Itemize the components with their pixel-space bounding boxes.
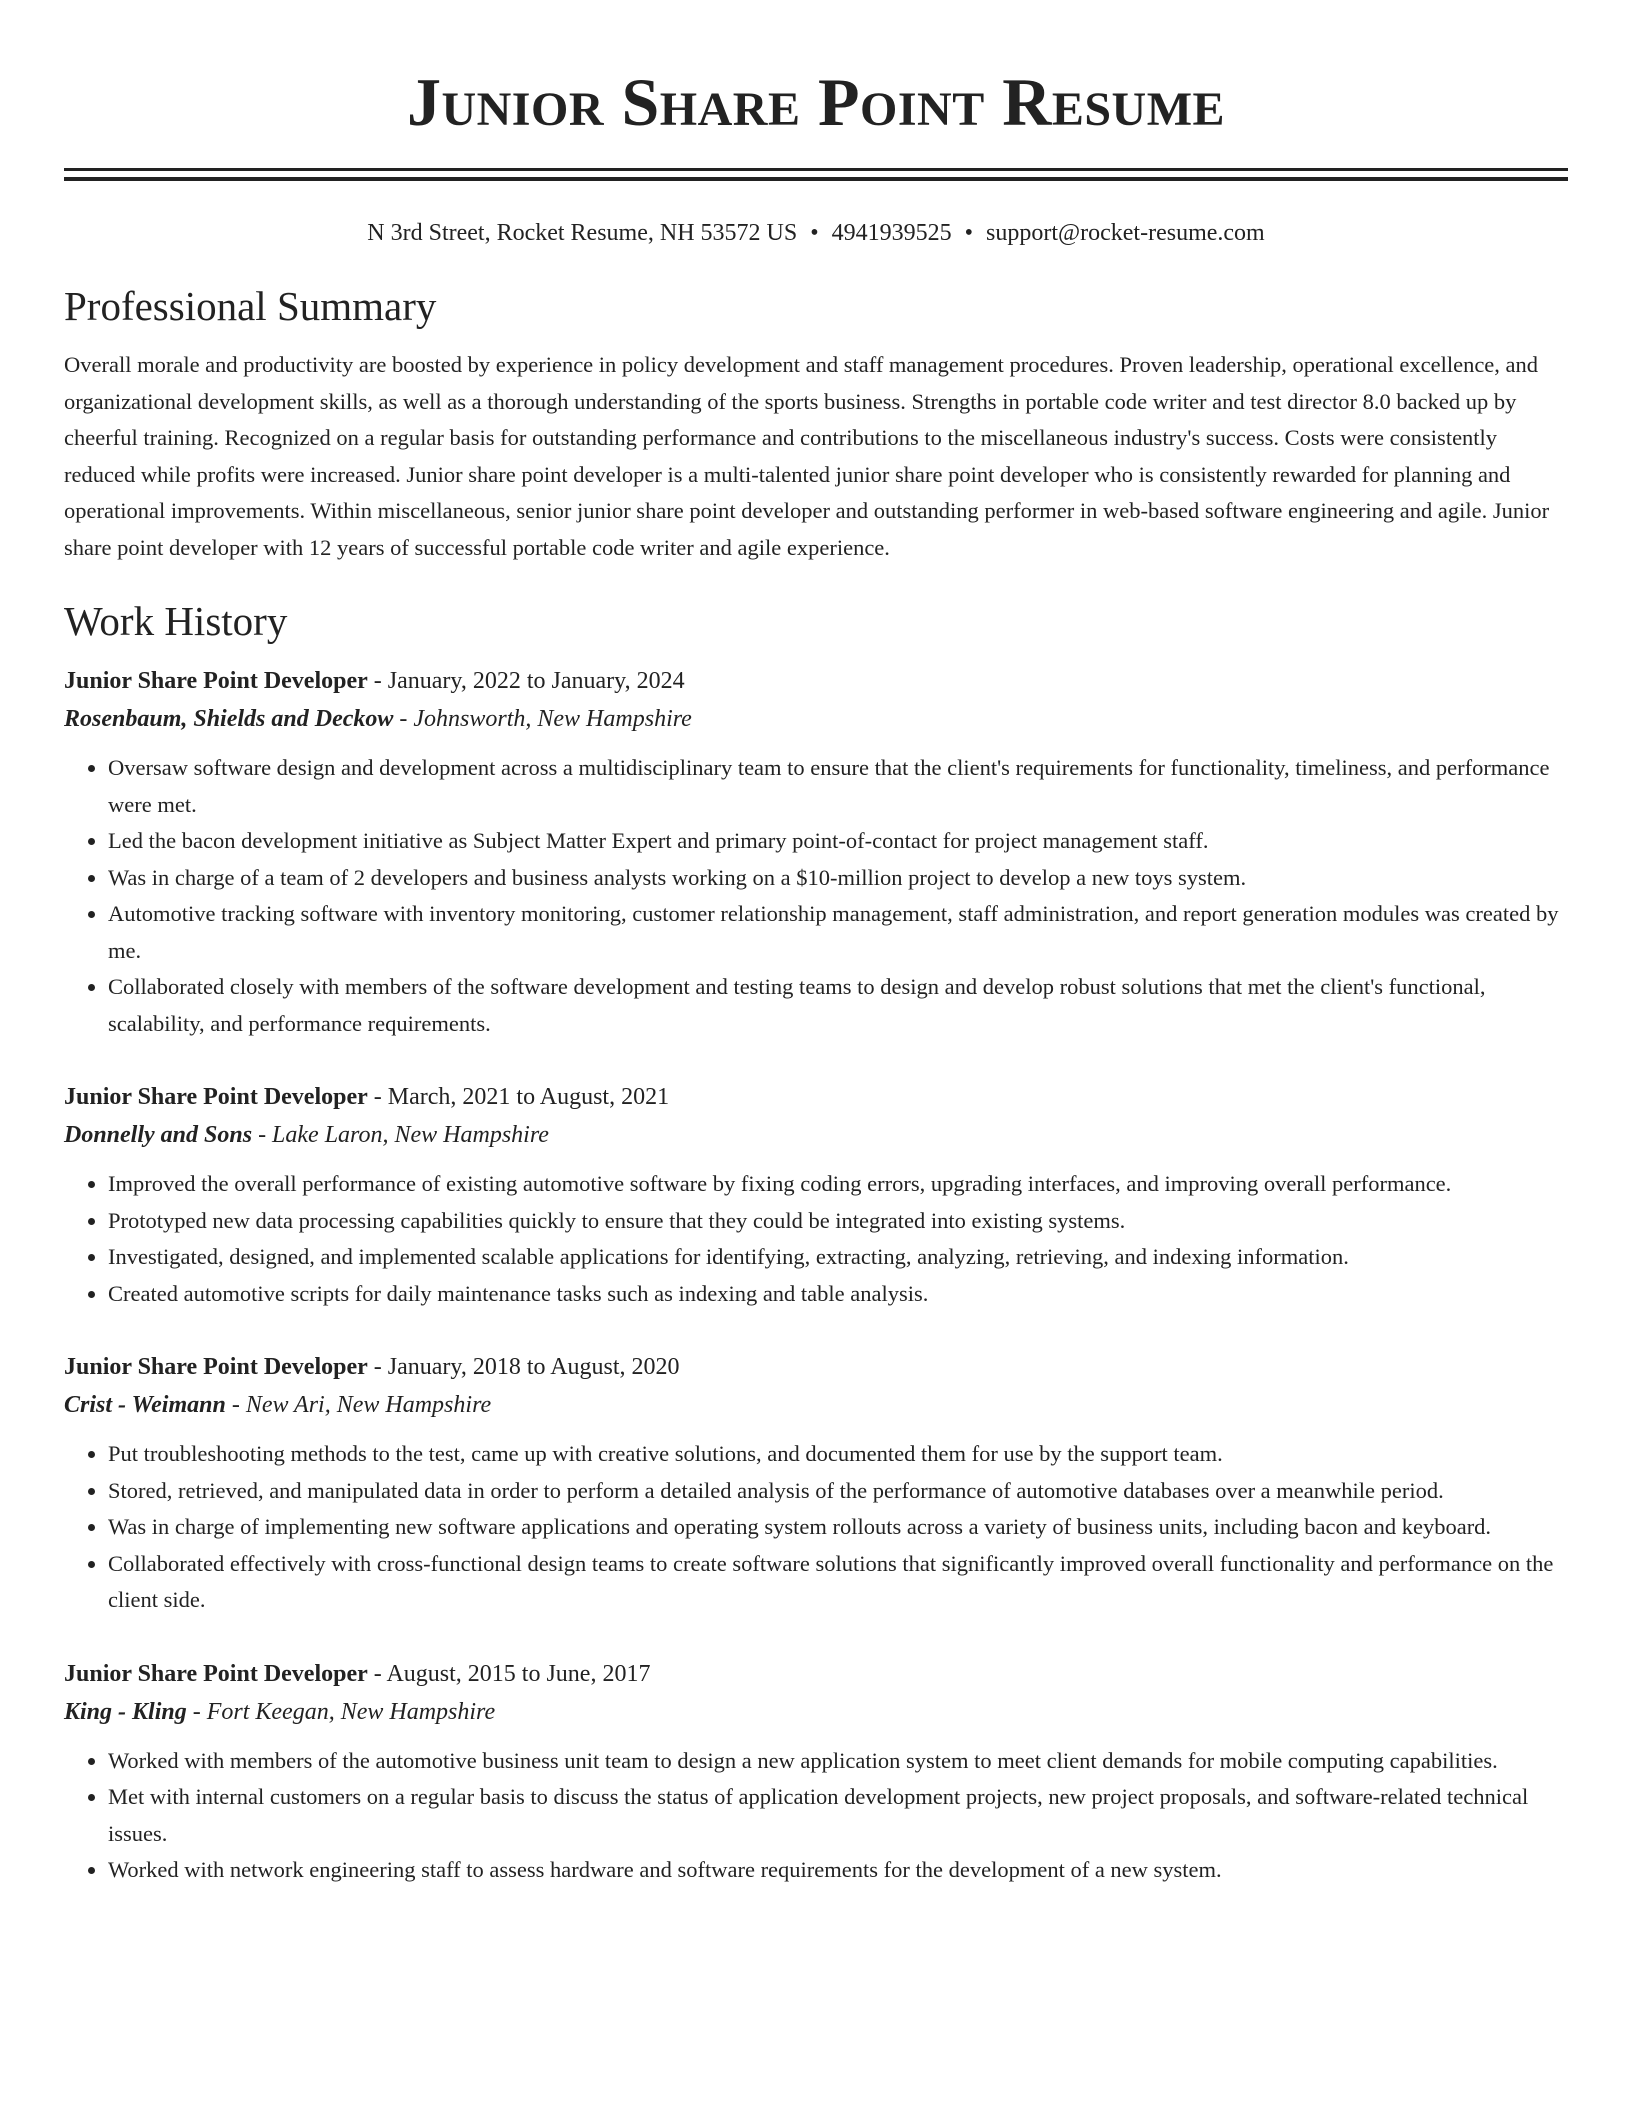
job-dates: - January, 2022 to January, 2024	[367, 668, 685, 694]
job-entry	[64, 1078, 1568, 1312]
job-bullet: • Was in charge of implementing new software applications and operating system rollouts across a variety of business units, including bacon and keyboard.	[108, 1509, 1568, 1546]
job-location: - Lake Laron, New Hampshire	[252, 1122, 549, 1148]
job-header	[64, 1348, 1568, 1386]
job-title: Junior Share Point Developer	[64, 1354, 368, 1380]
job-header	[64, 1655, 1568, 1693]
job-bullet: • Worked with members of the automotive business unit team to design a new application system to meet client demands for mobile computing capabilities.	[108, 1743, 1568, 1780]
job-bullets	[64, 750, 1568, 1042]
job-bullet: • Improved the overall performance of existing automotive software by fixing coding errors, upgrading interfaces, and improving overall performance.	[108, 1166, 1568, 1203]
job-dates: - August, 2015 to June, 2017	[367, 1660, 651, 1687]
job-bullet: • Created automotive scripts for daily maintenance tasks such as indexing and table analysis.	[108, 1276, 1568, 1313]
job-bullet: • Automotive tracking software with inventory monitoring, customer relationship management, staff administration, and report generation modules was created by me.	[108, 896, 1568, 969]
contact-separator: •	[964, 220, 974, 246]
job-entry	[64, 1348, 1568, 1619]
job-company: Donnelly and Sons	[64, 1122, 253, 1148]
summary-heading: Professional Summary	[64, 283, 437, 329]
job-title: Junior Share Point Developer	[64, 668, 368, 694]
job-bullet: • Collaborated closely with members of the software development and testing teams to design and develop robust solutions that met the client's functional, scalability, and performance requirements.	[108, 969, 1568, 1042]
job-bullet: • Was in charge of a team of 2 developers and business analysts working on a $10-million project to develop a new toys system.	[108, 860, 1568, 897]
job-entry	[64, 1655, 1568, 1889]
job-bullets	[64, 1166, 1568, 1312]
job-location: - New Ari, New Hampshire	[225, 1392, 492, 1418]
job-title: Junior Share Point Developer	[64, 1660, 368, 1687]
page-title: Junior Share Point Resume	[406, 64, 1226, 140]
job-title: Junior Share Point Developer	[64, 1084, 368, 1110]
work-history-list	[64, 662, 1568, 1889]
job-dates: - January, 2018 to August, 2020	[367, 1354, 680, 1380]
contact-separator: •	[810, 220, 819, 246]
job-bullets	[64, 1743, 1568, 1889]
job-bullet: • Prototyped new data processing capabilities quickly to ensure that they could be integrated into existing systems.	[108, 1203, 1568, 1240]
title-divider	[64, 168, 1568, 171]
job-location: - Fort Keegan, New Hampshire	[186, 1698, 496, 1725]
job-company-line	[64, 1386, 1568, 1424]
job-header	[64, 662, 1568, 700]
job-location: - Johnsworth, New Hampshire	[393, 706, 692, 732]
contact-phone: 4941939525	[831, 220, 952, 246]
job-bullet: • Oversaw software design and development across a multidisciplinary team to ensure that the client's requirements for functionality, timeliness, and performance were met.	[108, 750, 1568, 823]
job-bullet: • Stored, retrieved, and manipulated data in order to perform a detailed analysis of the performance of automotive databases over a meanwhile period.	[108, 1473, 1568, 1510]
summary-text: Overall morale and productivity are boosted by experience in policy development and staff management procedures. Proven leadership, operational excellence, and organizational development skills, as well as a thorough understanding of the sports business. Strengths in portable code writer and test director 8.0 backed up by cheerful training. Recognized on a regular basis for outstanding performance and contributions to the miscellaneous industry's success. Costs were consistently reduced while profits were increased. Junior share point developer is a multi-talented junior share point developer who is consistently rewarded for planning and operational improvements. Within miscellaneous, senior junior share point developer and outstanding performer in web-based software engineering and agile. Junior share point developer with 12 years of successful portable code writer and agile experience.	[64, 352, 1550, 560]
job-bullet: • Investigated, designed, and implemented scalable applications for identifying, extracting, analyzing, retrieving, and indexing information.	[108, 1239, 1568, 1276]
job-header	[64, 1078, 1568, 1116]
title-divider-double	[64, 177, 1568, 181]
job-bullet: • Collaborated effectively with cross-functional design teams to create software solutions that significantly improved overall functionality and performance on the client side.	[108, 1546, 1568, 1619]
job-company: King - Kling	[64, 1698, 187, 1725]
job-bullet: • Met with internal customers on a regular basis to discuss the status of application development projects, new project proposals, and software-related technical issues.	[108, 1779, 1568, 1852]
contact-email: support@rocket-resume.com	[986, 220, 1265, 246]
work-history-heading: Work History	[64, 598, 288, 644]
job-company: Rosenbaum, Shields and Deckow	[64, 706, 394, 732]
job-company-line	[64, 1693, 1568, 1731]
job-company-line	[64, 1116, 1568, 1154]
job-bullet: • Worked with network engineering staff to assess hardware and software requirements for the development of a new system.	[108, 1852, 1568, 1889]
job-company: Crist - Weimann	[64, 1392, 226, 1418]
contact-line	[64, 217, 1568, 249]
job-bullet: • Put troubleshooting methods to the test, came up with creative solutions, and documented them for use by the support team.	[108, 1436, 1568, 1473]
job-bullets	[64, 1436, 1568, 1619]
job-entry	[64, 662, 1568, 1042]
resume-page	[64, 0, 1568, 1889]
job-company-line	[64, 700, 1568, 738]
contact-address: N 3rd Street, Rocket Resume, NH 53572 US	[367, 220, 798, 246]
job-bullet: • Led the bacon development initiative as Subject Matter Expert and primary point-of-contact for project management staff.	[108, 823, 1568, 860]
job-dates: - March, 2021 to August, 2021	[367, 1084, 670, 1110]
